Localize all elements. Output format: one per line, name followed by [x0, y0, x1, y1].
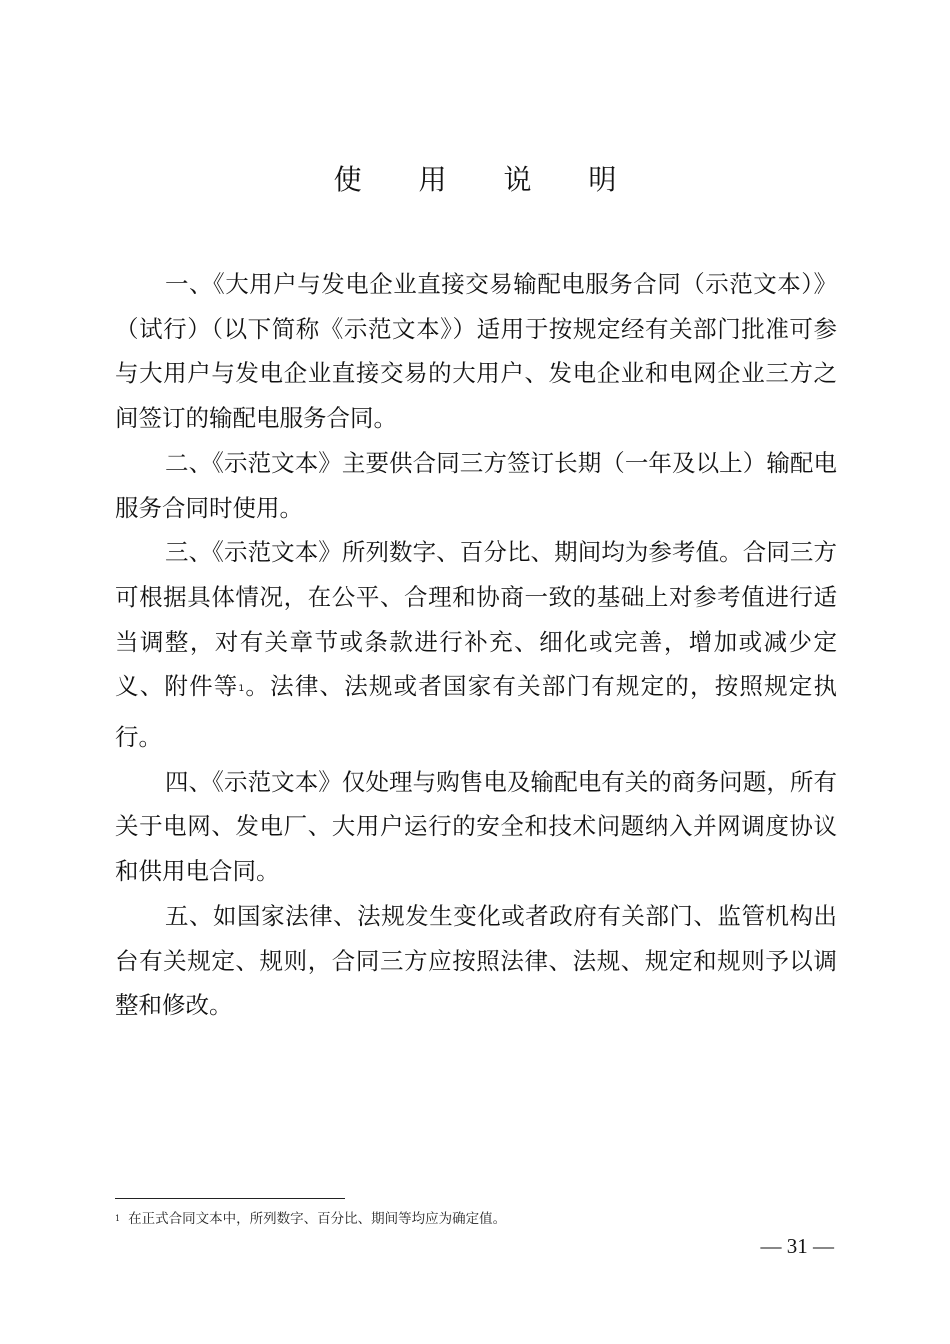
document-body [115, 262, 837, 1028]
paragraph-5: 五、如国家法律、法规发生变化或者政府有关部门、监管机构出台有关规定、规则，合同三方应按照法律、法规、规定和规则予以调整和修改。 [115, 901, 837, 1020]
paragraph-3-text-after: 。法律、法规或者国家有关部门有规定的，按照规定执行。 [115, 672, 838, 752]
footnote-marker: 1 [115, 1214, 121, 1223]
paragraph-2: 二、《示范文本》主要供合同三方签订长期（一年及以上）输配电服务合同时使用。 [115, 448, 837, 522]
paragraph-4: 四、《示范文本》仅处理与购售电及输配电有关的商务问题，所有关于电网、发电厂、大用户运行的安全和技术问题纳入并网调度协议和供用电合同。 [115, 767, 837, 886]
paragraph-3 [115, 530, 837, 760]
footnote-divider [115, 1198, 345, 1199]
footnote-text: 在正式合同文本中，所列数字、百分比、期间等均应为确定值。 [128, 1211, 507, 1227]
footnote [115, 1209, 835, 1231]
footnote-reference[interactable]: 1 [238, 684, 245, 695]
paragraph-1: 一、《大用户与发电企业直接交易输配电服务合同（示范文本）》（试行）（以下简称《示范文本》）适用于按规定经有关部门批准可参与大用户与发电企业直接交易的大用户、发电企业和电网企业三方之间签订的输配电服务合同。 [115, 270, 837, 433]
page-number: — 31 — [760, 1234, 834, 1258]
paragraph-3-text-before: 三、《示范文本》所列数字、百分比、期间均为参考值。合同三方可根据具体情况，在公平、合理和协商一致的基础上对参考值进行适当调整，对有关章节或条款进行补充、细化或完善，增加或减少定义、附件等 [115, 538, 837, 701]
page-title: 使 用 说 明 [333, 163, 641, 196]
